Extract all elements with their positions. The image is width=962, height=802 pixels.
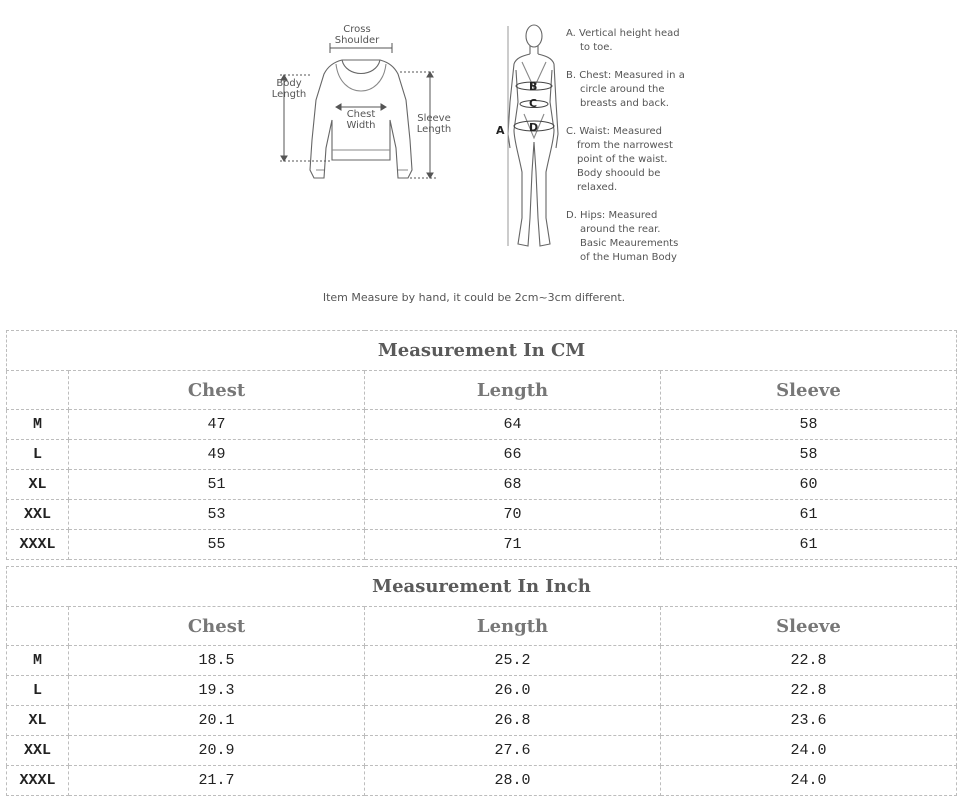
note-chest-line1: B. Chest: Measured in a xyxy=(566,70,685,81)
header-chest: Chest xyxy=(69,371,365,410)
sleeve-cell: 61 xyxy=(661,500,957,530)
chest-cell: 47 xyxy=(69,410,365,440)
note-hips xyxy=(566,209,678,265)
table-row xyxy=(7,766,957,796)
header-chest: Chest xyxy=(69,607,365,646)
table-title: Measurement In CM xyxy=(7,331,957,371)
note-waist xyxy=(566,125,673,195)
size-cell: XL xyxy=(7,706,69,736)
measurement-diagram xyxy=(0,0,962,320)
body-marker-a: A xyxy=(496,124,505,137)
body-figure-illustration xyxy=(494,22,564,254)
chest-cell: 20.1 xyxy=(69,706,365,736)
sleeve-cell: 23.6 xyxy=(661,706,957,736)
size-cell: XL xyxy=(7,470,69,500)
table-row xyxy=(7,646,957,676)
note-hips-line1: D. Hips: Measured xyxy=(566,210,658,221)
sleeve-cell: 24.0 xyxy=(661,736,957,766)
note-waist-line4: Body shoould be xyxy=(577,168,661,179)
cross-shoulder-label-line2: Shoulder xyxy=(334,35,380,46)
length-cell: 68 xyxy=(365,470,661,500)
length-cell: 27.6 xyxy=(365,736,661,766)
size-cell: XXL xyxy=(7,736,69,766)
table-row xyxy=(7,470,957,500)
table-title-row xyxy=(7,567,957,607)
measurement-disclaimer: Item Measure by hand, it could be 2cm~3cm different. xyxy=(322,291,626,304)
table-header-row xyxy=(7,607,957,646)
table-row xyxy=(7,500,957,530)
size-cell: M xyxy=(7,410,69,440)
sleeve-cell: 22.8 xyxy=(661,676,957,706)
note-hips-line3: Basic Meaurements xyxy=(580,238,679,249)
table-header-row xyxy=(7,371,957,410)
chest-cell: 18.5 xyxy=(69,646,365,676)
sleeve-length-label xyxy=(412,113,456,135)
note-hips-line4: of the Human Body xyxy=(580,252,677,263)
header-length: Length xyxy=(365,607,661,646)
chest-cell: 51 xyxy=(69,470,365,500)
size-cell: XXL xyxy=(7,500,69,530)
chest-width-label xyxy=(339,109,383,131)
chest-cell: 21.7 xyxy=(69,766,365,796)
body-marker-c: C xyxy=(529,97,538,110)
header-blank-cell xyxy=(7,607,69,646)
table-row xyxy=(7,530,957,560)
note-height xyxy=(566,27,680,55)
note-waist-line5: relaxed. xyxy=(577,182,618,193)
chest-cell: 49 xyxy=(69,440,365,470)
sleeve-cell: 60 xyxy=(661,470,957,500)
header-blank-cell xyxy=(7,371,69,410)
table-title-row xyxy=(7,331,957,371)
note-waist-line1: C. Waist: Measured xyxy=(566,126,663,137)
note-chest-line2: circle around the xyxy=(580,84,665,95)
table-title: Measurement In Inch xyxy=(7,567,957,607)
header-sleeve: Sleeve xyxy=(661,371,957,410)
size-cell: XXXL xyxy=(7,766,69,796)
size-table-cm xyxy=(6,330,957,560)
sleeve-cell: 22.8 xyxy=(661,646,957,676)
note-waist-line2: from the narrowest xyxy=(577,140,673,151)
length-cell: 70 xyxy=(365,500,661,530)
note-waist-line3: point of the waist. xyxy=(577,154,668,165)
chest-cell: 53 xyxy=(69,500,365,530)
size-cell: XXXL xyxy=(7,530,69,560)
body-length-label-line2: Length xyxy=(271,89,307,100)
table-row xyxy=(7,676,957,706)
size-cell: M xyxy=(7,646,69,676)
length-cell: 28.0 xyxy=(365,766,661,796)
chest-cell: 55 xyxy=(69,530,365,560)
length-cell: 26.0 xyxy=(365,676,661,706)
cross-shoulder-label xyxy=(332,24,382,46)
body-marker-b: B xyxy=(529,80,538,93)
note-chest xyxy=(566,69,685,111)
body-marker-d: D xyxy=(529,121,539,134)
length-cell: 64 xyxy=(365,410,661,440)
chest-cell: 19.3 xyxy=(69,676,365,706)
sleeve-cell: 61 xyxy=(661,530,957,560)
size-table-inch xyxy=(6,566,957,796)
header-sleeve: Sleeve xyxy=(661,607,957,646)
body-length-label xyxy=(266,78,312,100)
length-cell: 26.8 xyxy=(365,706,661,736)
chest-cell: 20.9 xyxy=(69,736,365,766)
sleeve-cell: 24.0 xyxy=(661,766,957,796)
table-row xyxy=(7,706,957,736)
chest-width-label-line2: Width xyxy=(346,120,376,131)
note-height-line1: A. Vertical height head xyxy=(566,28,680,39)
header-length: Length xyxy=(365,371,661,410)
size-cell: L xyxy=(7,676,69,706)
table-row xyxy=(7,410,957,440)
length-cell: 71 xyxy=(365,530,661,560)
note-chest-line3: breasts and back. xyxy=(580,98,669,109)
length-cell: 66 xyxy=(365,440,661,470)
sleeve-length-label-line2: Length xyxy=(416,124,452,135)
table-row xyxy=(7,440,957,470)
table-row xyxy=(7,736,957,766)
size-cell: L xyxy=(7,440,69,470)
body-length-label-line1: Body xyxy=(276,78,302,89)
length-cell: 25.2 xyxy=(365,646,661,676)
chest-width-label-line1: Chest xyxy=(346,109,376,120)
cross-shoulder-label-line1: Cross xyxy=(343,24,371,35)
sleeve-length-label-line1: Sleeve xyxy=(417,113,451,124)
sleeve-cell: 58 xyxy=(661,440,957,470)
sleeve-cell: 58 xyxy=(661,410,957,440)
note-hips-line2: around the rear. xyxy=(580,224,661,235)
note-height-line2: to toe. xyxy=(580,42,613,53)
